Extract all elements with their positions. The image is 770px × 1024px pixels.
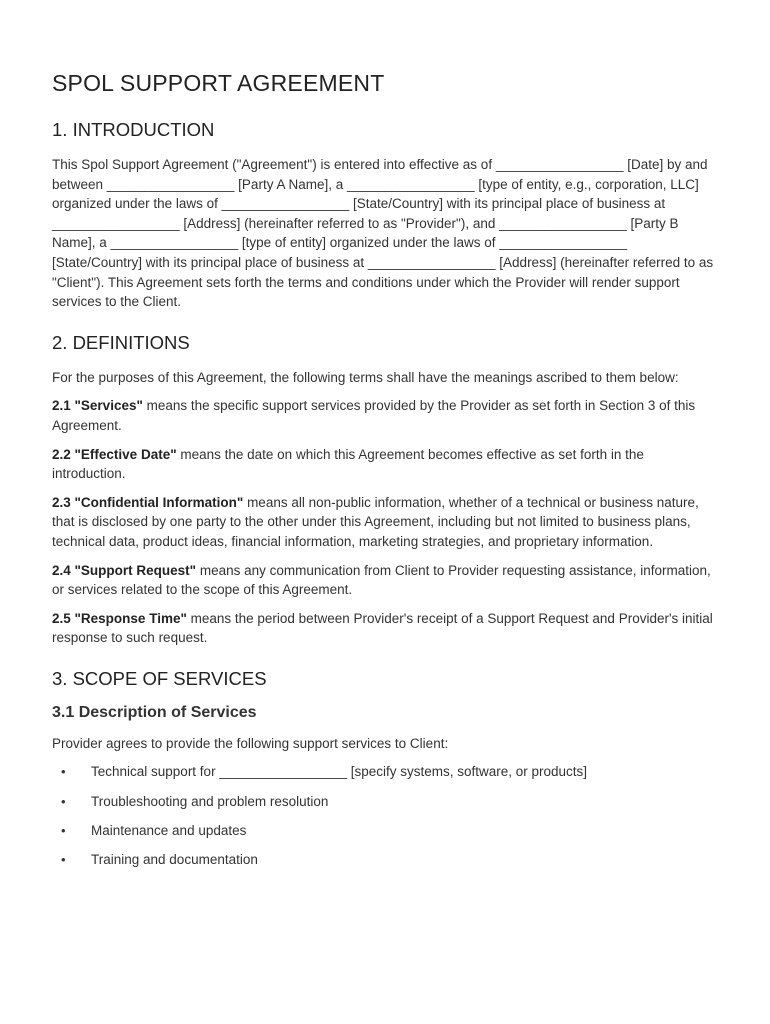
list-item-text: Troubleshooting and problem resolution — [91, 793, 329, 809]
list-item-text: Technical support for _________________ [specify systems, software, or products] — [91, 764, 588, 780]
scope-lead: Provider agrees to provide the following support services to Client: — [52, 735, 449, 751]
definition-text: means all non-public information, whether of a technical or business nature, that is disclosed by one party to the other under this Agreement, including but not limited to business plans, technical data, product ideas, financial information, marketing strategies, and proprietary information. — [52, 494, 699, 549]
document-page — [52, 70, 714, 890]
list-item-text: Maintenance and updates — [91, 823, 247, 839]
bullet-icon: • — [61, 852, 66, 868]
bullet-icon: • — [61, 793, 66, 809]
list-item — [52, 792, 714, 812]
section-heading-definitions: 2. DEFINITIONS — [52, 331, 190, 353]
definition-item — [52, 561, 714, 600]
section-definitions — [52, 332, 714, 648]
section-scope — [52, 668, 714, 870]
definition-text: means the date on which this Agreement becomes effective as set forth in the introduction. — [52, 446, 644, 482]
definition-term: 2.2 "Effective Date" — [52, 446, 177, 462]
definition-item — [52, 493, 714, 552]
introduction-paragraph: This Spol Support Agreement ("Agreement") is entered into effective as of _________________ [Date] by and between _________________ [Party A Name], a _________________ [type of entity, e.g., corporation, LLC] organized under the laws of _________________ [State/Country] with its principal place of business at _________________ [Address] (hereinafter referred to as "Provider"), and _________________ [Party B Name], a _________________ [type of entity] organized under the laws of _________________ [State/Country] with its principal place of business at _________________ [Address] (hereinafter referred to as "Client"). This Agreement sets forth the terms and conditions under which the Provider will render support services to the Client. — [52, 157, 714, 310]
bullet-icon: • — [61, 764, 66, 780]
definition-item — [52, 445, 714, 484]
services-list — [52, 762, 714, 869]
definition-text: means the specific support services provided by the Provider as set forth in Section 3 of this Agreement. — [52, 398, 696, 433]
section-heading-scope: 3. SCOPE OF SERVICES — [52, 667, 267, 689]
definitions-lead: For the purposes of this Agreement, the following terms shall have the meanings ascribed to them below: — [52, 369, 679, 385]
definition-text: means the period between Provider's receipt of a Support Request and Provider's initial response to such request. — [52, 610, 713, 646]
definition-text: means any communication from Client to Provider requesting assistance, information, or services related to the scope of this Agreement. — [52, 562, 711, 598]
definition-item — [52, 609, 714, 648]
definition-item — [52, 396, 714, 435]
subsection-heading-description: 3.1 Description of Services — [52, 703, 257, 721]
definition-term: 2.5 "Response Time" — [52, 610, 187, 626]
list-item — [52, 762, 714, 782]
list-item — [52, 821, 714, 841]
definition-term: 2.4 "Support Request" — [52, 562, 197, 578]
list-item — [52, 850, 714, 870]
bullet-icon: • — [61, 823, 66, 839]
document-title: SPOL SUPPORT AGREEMENT — [52, 70, 385, 96]
definition-term: 2.1 "Services" — [52, 398, 143, 414]
definition-term: 2.3 "Confidential Information" — [52, 494, 244, 510]
section-introduction — [52, 119, 714, 312]
list-item-text: Training and documentation — [91, 852, 258, 868]
section-heading-introduction: 1. INTRODUCTION — [52, 119, 215, 140]
